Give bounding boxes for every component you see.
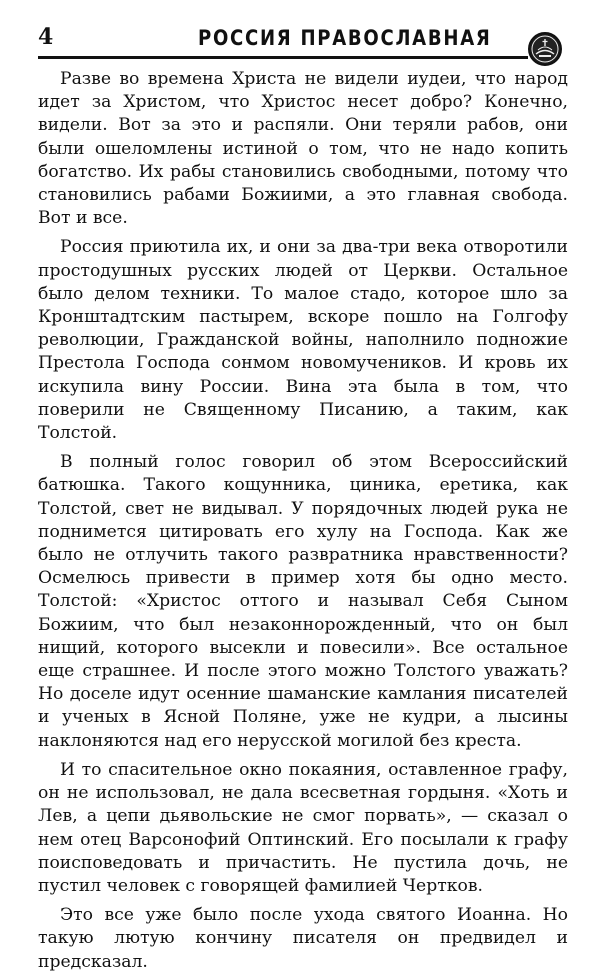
header-rule xyxy=(38,56,528,59)
page-header xyxy=(38,18,568,62)
running-title: РОССИЯ ПРАВОСЛАВНАЯ xyxy=(198,26,492,50)
paragraph: В полный голос говорил об этом Всероссийский батюшка. Такого кощунника, циника, еретика, как Толстой, свет не видывал. У порядочных людей рука не поднимется цитировать его хулу на Господа. Как же было не отлучить такого развратника нравственности? Осмелюсь привести в пример хотя бы одно место. Толстой: «Христос оттого и называл Себя Сыном Божиим, что был незаконнорожденный, что он был нищий, которого высекли и повесили». Все остальное еще страшнее. И после этого можно Толстого уважать? Но доселе идут осенние шаманские камлания писателей и ученых в Ясной Поляне, уже не кудри, а лысины наклоняются над его нерусской могилой без креста. xyxy=(38,452,568,751)
text-body xyxy=(38,68,568,980)
paragraph: Россия приютила их, и они за два-три века отворотили простодушных русских людей от Церкви. Остальное было делом техники. То малое стадо, которое шло за Кронштадтским пастырем, вскоре пошло на Голгофу революции, Гражданской войны, наполнило подножие Престола Господа сонмом новомучеников. И кровь их искупила вину России. Вина эта была в том, что поверили не Священному Писанию, а таким, как Толстой. xyxy=(38,237,568,444)
page-number: 4 xyxy=(38,24,54,50)
paragraph: Это все уже было после ухода святого Иоанна. Но такую лютую кончину писателя он предвидел и предсказал. xyxy=(38,905,568,972)
paragraph: Разве во времена Христа не видели иудеи, что народ идет за Христом, что Христос несет добро? Конечно, видели. Вот за это и распяли. Они теряли рабов, они были ошеломлены истиной о том, что не надо копить богатство. Их рабы становились свободными, потому что становились рабами Божиими, а это главная свобода. Вот и все. xyxy=(38,69,568,229)
orthodox-emblem-icon xyxy=(528,32,562,66)
paragraph: И то спасительное окно покаяния, оставленное графу, он не использовал, не дала всесветная гордыня. «Хоть и Лев, а цепи дьявольские не смог порвать», — сказал о нем отец Варсонофий Оптинский. Его посылали к графу поисповедовать и причастить. Не пустила дочь, не пустил человек с говорящей фамилией Чертков. xyxy=(38,759,568,896)
